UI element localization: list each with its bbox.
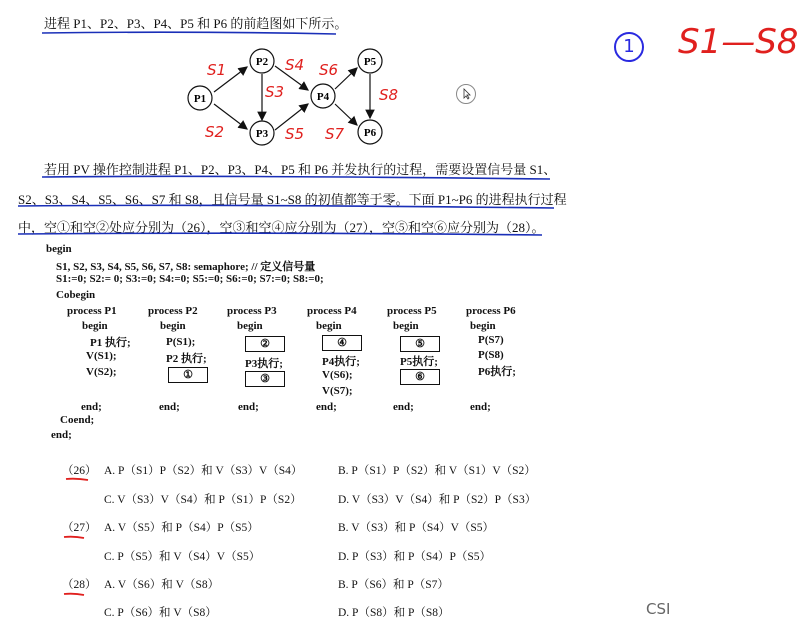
watermark: CSI bbox=[646, 600, 671, 618]
circle-annotation bbox=[614, 32, 644, 62]
proc-p3-line: P3执行; bbox=[245, 358, 283, 370]
q28-option-a: A. V（S6）和 V（S8） bbox=[104, 579, 220, 591]
node-p2: P2 bbox=[255, 56, 269, 68]
q26-option-b: B. P（S1）P（S2）和 V（S1）V（S2） bbox=[338, 465, 536, 477]
q28-option-b: B. P（S6）和 P（S7） bbox=[338, 579, 449, 591]
proc-p1-line: V(S2); bbox=[86, 366, 117, 378]
q27-option-a: A. V（S5）和 P（S4）P（S5） bbox=[104, 522, 259, 534]
code-coend: Coend; bbox=[60, 414, 95, 426]
proc-p2-end: end; bbox=[159, 401, 180, 413]
proc-p2-begin: begin bbox=[160, 320, 186, 332]
proc-p2-line: P(S1); bbox=[166, 336, 196, 348]
q26-option-a: A. P（S1）P（S2）和 V（S3）V（S4） bbox=[104, 465, 303, 477]
intro-text: 进程 P1、P2、P3、P4、P5 和 P6 的前趋图如下所示。 bbox=[44, 16, 348, 31]
label-s2: S2 bbox=[205, 123, 225, 141]
label-s4: S4 bbox=[285, 56, 305, 74]
paragraph-underlines bbox=[14, 172, 574, 242]
paragraph-line-1: 若用 PV 操作控制进程 P1、P2、P3、P4、P5 和 P6 并发执行的过程，需要设置信号量 S1、 bbox=[44, 162, 557, 177]
q27-option-b: B. V（S3）和 P（S4）V（S5） bbox=[338, 522, 495, 534]
node-p5: P5 bbox=[363, 56, 377, 68]
proc-p4-line: V(S7); bbox=[322, 385, 353, 397]
code-cobegin: Cobegin bbox=[56, 289, 96, 301]
proc-p6-name: process P6 bbox=[466, 305, 516, 317]
circle-number: 1 bbox=[623, 36, 635, 57]
proc-p5-begin: begin bbox=[393, 320, 419, 332]
q26-option-d: D. V（S3）V（S4）和 P（S2）P（S3） bbox=[338, 494, 537, 506]
question-28-number: （28） bbox=[62, 579, 97, 591]
node-p6: P6 bbox=[363, 127, 377, 139]
node-p1: P1 bbox=[193, 93, 207, 105]
blank-box-2: ② bbox=[245, 336, 285, 352]
label-s8: S8 bbox=[379, 86, 399, 104]
blank-box-3: ③ bbox=[245, 371, 285, 387]
label-s6: S6 bbox=[319, 61, 339, 79]
label-s1: S1 bbox=[207, 61, 227, 79]
blank-box-1: ① bbox=[168, 367, 208, 383]
proc-p5-line: P5执行; bbox=[400, 356, 438, 368]
paragraph-line-3: 中，空①和空②处应分别为（26），空③和空④应分别为（27），空⑤和空⑥应分别为（28）。 bbox=[18, 220, 545, 235]
q27-option-d: D. P（S3）和 P（S4）P（S5） bbox=[338, 551, 492, 563]
blank-box-6: ⑥ bbox=[400, 369, 440, 385]
proc-p2-line: P2 执行; bbox=[166, 353, 207, 365]
proc-p5-end: end; bbox=[393, 401, 414, 413]
proc-p6-begin: begin bbox=[470, 320, 496, 332]
label-s3: S3 bbox=[265, 83, 285, 101]
question-26-number: （26） bbox=[62, 465, 97, 477]
label-s7: S7 bbox=[325, 125, 345, 143]
proc-p5-name: process P5 bbox=[387, 305, 437, 317]
code-begin: begin bbox=[46, 243, 72, 255]
paragraph-line-2: S2、S3、S4、S5、S6、S7 和 S8，且信号量 S1~S8 的初值都等于零。下面 P1~P6 的进程执行过程 bbox=[18, 192, 567, 207]
code-decl: S1, S2, S3, S4, S5, S6, S7, S8: semaphore; // 定义信号量 bbox=[56, 261, 316, 273]
proc-p3-end: end; bbox=[238, 401, 259, 413]
blank-box-4: ④ bbox=[322, 335, 362, 351]
precedence-graph bbox=[175, 42, 415, 154]
q28-option-d: D. P（S8）和 P（S8） bbox=[338, 607, 450, 619]
handwritten-range: S1—S8 bbox=[678, 22, 799, 62]
q28-option-c: C. P（S6）和 V（S8） bbox=[104, 607, 217, 619]
node-p4: P4 bbox=[316, 91, 330, 103]
proc-p2-name: process P2 bbox=[148, 305, 198, 317]
proc-p6-line: P(S8) bbox=[478, 349, 504, 361]
proc-p6-line: P6执行; bbox=[478, 366, 516, 378]
proc-p4-begin: begin bbox=[316, 320, 342, 332]
q27-option-c: C. P（S5）和 V（S4）V（S5） bbox=[104, 551, 261, 563]
label-s5: S5 bbox=[285, 125, 305, 143]
proc-p1-line: P1 执行; bbox=[90, 337, 131, 349]
intro-underline bbox=[40, 30, 340, 36]
proc-p1-name: process P1 bbox=[67, 305, 117, 317]
question-underlines bbox=[60, 476, 100, 596]
proc-p6-line: P(S7) bbox=[478, 334, 504, 346]
node-p3: P3 bbox=[255, 128, 269, 140]
proc-p4-line: P4执行; bbox=[322, 356, 360, 368]
code-end: end; bbox=[51, 429, 72, 441]
cursor-icon bbox=[456, 84, 476, 104]
proc-p1-line: V(S1); bbox=[86, 350, 117, 362]
proc-p4-name: process P4 bbox=[307, 305, 357, 317]
q26-option-c: C. V（S3）V（S4）和 P（S1）P（S2） bbox=[104, 494, 302, 506]
proc-p6-end: end; bbox=[470, 401, 491, 413]
proc-p1-end: end; bbox=[81, 401, 102, 413]
proc-p3-name: process P3 bbox=[227, 305, 277, 317]
proc-p1-begin: begin bbox=[82, 320, 108, 332]
proc-p4-line: V(S6); bbox=[322, 369, 353, 381]
blank-box-5: ⑤ bbox=[400, 336, 440, 352]
proc-p3-begin: begin bbox=[237, 320, 263, 332]
code-init: S1:=0; S2:= 0; S3:=0; S4:=0; S5:=0; S6:=0; S7:=0; S8:=0; bbox=[56, 273, 324, 285]
question-27-number: （27） bbox=[62, 522, 97, 534]
proc-p4-end: end; bbox=[316, 401, 337, 413]
